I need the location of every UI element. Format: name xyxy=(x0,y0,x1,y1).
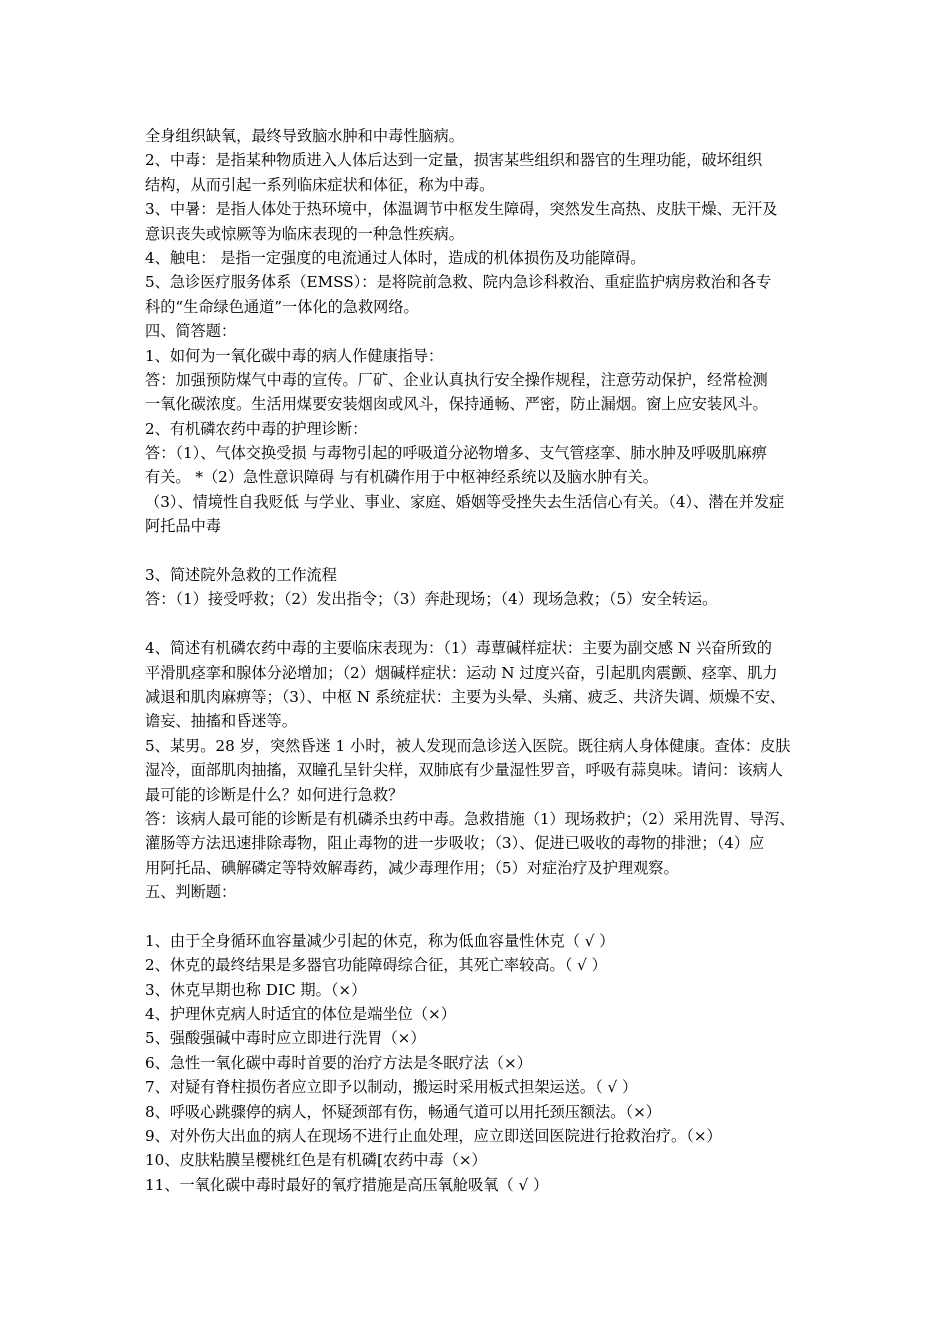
text-line: 2、中毒：是指某种物质进入人体后达到一定量，损害某些组织和器官的生理功能，破坏组织 xyxy=(145,151,763,170)
text-line: 全身组织缺氧，最终导致脑水肿和中毒性脑病。 xyxy=(145,127,464,145)
text-line: 4、护理休克病人时适宜的体位是端坐位（×） xyxy=(145,1005,456,1024)
text-line: 5、急诊医疗服务体系（EMSS）：是将院前急救、院内急诊科救治、重症监护病房救治和各专 xyxy=(145,273,772,292)
text-line: 用阿托品、碘解磷定等特效解毒药，减少毒理作用；（5）对症治疗及护理观察。 xyxy=(145,858,679,877)
text-line: 3、中暑：是指人体处于热环境中，体温调节中枢发生障碍，突然发生高热、皮肤干燥、无汗及 xyxy=(145,200,778,219)
blank-line xyxy=(145,539,810,563)
text-line: 湿冷，面部肌肉抽搐，双瞳孔呈针尖样，双肺底有少量湿性罗音，呼吸有蒜臭味。请问：该病人 xyxy=(145,761,783,780)
text-line: 科的“生命绿色通道”一体化的急救网络。 xyxy=(145,297,419,316)
text-line: （3）、情境性自我贬低 与学业、事业、家庭、婚姻等受挫失去生活信心有关。（4）、潜在并发症 xyxy=(145,492,785,511)
text-line: 一氧化碳浓度。生活用煤要安装烟囱或风斗，保持通畅、严密，防止漏烟。窗上应安装风斗。 xyxy=(145,395,768,414)
text-line: 减退和肌肉麻痹等；（3）、中枢 N 系统症状：主要为头晕、头痛、疲乏、共济失调、烦燥不安、 xyxy=(145,687,786,706)
text-line: 11、一氧化碳中毒时最好的氧疗措施是高压氧舱吸氧（ √ ） xyxy=(145,1175,549,1194)
text-line: 8、呼吸心跳骤停的病人，怀疑颈部有伤，畅通气道可以用托颈压额法。（×） xyxy=(145,1102,661,1121)
text-line: 答：加强预防煤气中毒的宣传。厂矿、企业认真执行安全操作规程，注意劳动保护，经常检测 xyxy=(145,370,768,389)
text-line: 10、皮肤粘膜呈樱桃红色是有机磷[农药中毒（×） xyxy=(145,1151,487,1170)
text-line: 有关。 *（2）急性意识障碍 与有机磷作用于中枢神经系统以及脑水肿有关。 xyxy=(145,468,658,487)
text-line: 9、对外伤大出血的病人在现场不进行止血处理，应立即送回医院进行抢救治疗。（×） xyxy=(145,1127,722,1146)
text-line: 最可能的诊断是什么？如何进行急救？ xyxy=(145,785,404,804)
text-line: 4、触电： 是指一定强度的电流通过人体时，造成的机体损伤及功能障碍。 xyxy=(145,248,646,267)
text-line: 4、简述有机磷农药中毒的主要临床表现为：（1）毒蕈碱样症状：主要为副交感 N 兴奋所致的 xyxy=(145,639,772,658)
text-line: 答：该病人最可能的诊断是有机磷杀虫药中毒。急救措施（1）现场救护；（2）采用洗胃、导泻、 xyxy=(145,809,795,828)
text-line: 2、休克的最终结果是多器官功能障碍综合征，其死亡率较高。（ √ ） xyxy=(145,956,607,975)
text-line: 3、简述院外急救的工作流程 xyxy=(145,566,337,585)
text-line: 6、急性一氧化碳中毒时首要的治疗方法是冬眠疗法（×） xyxy=(145,1053,532,1072)
blank-line xyxy=(145,612,810,636)
text-line: 5、某男。28 岁，突然昏迷 1 小时，被人发现而急诊送入医院。既往病人身体健康。查体：皮肤 xyxy=(145,736,791,755)
text-line: 5、强酸强碱中毒时应立即进行洗胃（×） xyxy=(145,1029,426,1048)
text-line: 五、判断题： xyxy=(145,883,237,902)
text-line: 答：（1）、气体交换受损 与毒物引起的呼吸道分泌物增多、支气管痉挛、肺水肿及呼吸肌麻痹 xyxy=(145,444,767,463)
text-line: 1、如何为一氧化碳中毒的病人作健康指导： xyxy=(145,346,444,365)
text-line: 结构，从而引起一系列临床症状和体征，称为中毒。 xyxy=(145,175,495,194)
text-line: 3、休克早期也称 DIC 期。（×） xyxy=(145,980,367,999)
text-line: 7、对疑有脊柱损伤者应立即予以制动，搬运时采用板式担架运送。（ √ ） xyxy=(145,1078,638,1097)
text-line: 灌肠等方法迅速排除毒物，阻止毒物的进一步吸收；（3）、促进已吸收的毒物的排泄；（4）应 xyxy=(145,834,765,853)
document-body xyxy=(145,124,810,1197)
text-line: 谵妄、抽搐和昏迷等。 xyxy=(145,712,297,731)
text-line: 平滑肌痉挛和腺体分泌增加；（2）烟碱样症状：运动 N 过度兴奋，引起肌肉震颤、痉挛、肌力 xyxy=(145,663,778,682)
blank-line xyxy=(145,905,810,929)
text-line: 意识丧失或惊厥等为临床表现的一种急性疾病。 xyxy=(145,224,464,243)
text-line: 阿托品中毒 xyxy=(145,517,221,536)
text-line: 四、简答题： xyxy=(145,322,237,341)
text-line: 2、有机磷农药中毒的护理诊断： xyxy=(145,419,368,438)
text-line: 答：（1）接受呼救；（2）发出指令；（3）奔赴现场；（4）现场急救；（5）安全转运。 xyxy=(145,590,718,609)
text-line: 1、由于全身循环血容量减少引起的休克，称为低血容量性休克（ √ ） xyxy=(145,931,615,950)
